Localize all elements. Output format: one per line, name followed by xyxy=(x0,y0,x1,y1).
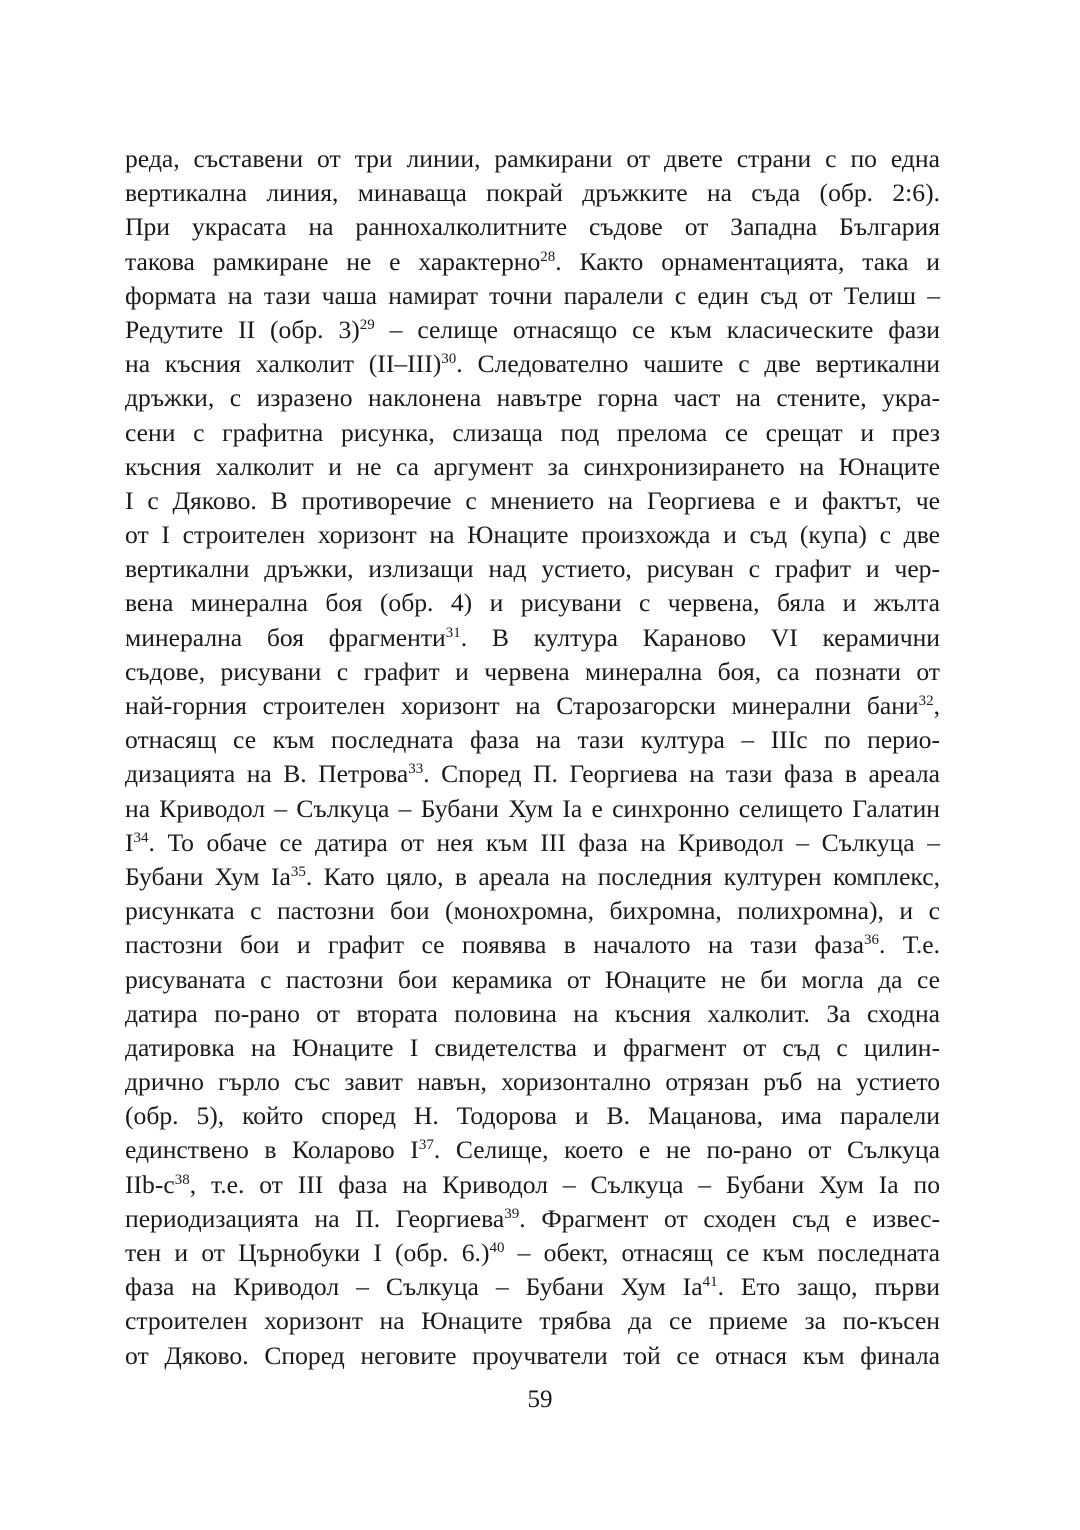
text-segment: . Селище, което е не по-рано от Сълкуца xyxy=(433,1135,940,1165)
text-segment: . В култура Караново VI керамични xyxy=(460,622,940,652)
footnote-ref: 28 xyxy=(540,248,556,265)
text-segment: . Както орнаментацията, така и xyxy=(555,246,941,276)
text-segment: от I строителен хоризонт на Юнаците произхожда и съд (купа) с две xyxy=(125,520,940,550)
footnote-ref: 29 xyxy=(359,316,375,333)
text-line xyxy=(125,1270,940,1304)
text-line xyxy=(125,963,940,997)
text-segment: рисуваната с пастозни бои керамика от Юнаците не би могла да се xyxy=(125,964,940,994)
text-line xyxy=(125,245,940,279)
footnote-ref: 39 xyxy=(504,1205,520,1222)
text-line xyxy=(125,1202,940,1236)
text-segment: . Ето защо, първи xyxy=(717,1272,940,1302)
text-segment: . Следователно чашите с две вертикални xyxy=(456,349,940,379)
text-line xyxy=(125,381,940,415)
text-segment: на Криводол – Сълкуца – Бубани Хум Ia е синхронно селището Галатин xyxy=(125,793,940,823)
footnote-ref: 33 xyxy=(408,761,424,778)
footnote-ref: 30 xyxy=(441,351,457,368)
body-text xyxy=(125,142,940,1373)
text-line xyxy=(125,826,940,860)
text-segment: Редутите II (обр. 3) xyxy=(125,314,360,344)
text-segment: единствено в Коларово I xyxy=(125,1135,419,1165)
text-line xyxy=(125,416,940,450)
text-line xyxy=(125,586,940,620)
text-segment: формата на тази чаша намират точни паралели с един съд от Телиш – xyxy=(125,280,940,310)
text-segment: датировка на Юнаците I свидетелства и фрагмент от съд с цилин- xyxy=(125,1032,940,1062)
page-number: 59 xyxy=(527,1386,553,1413)
text-line xyxy=(125,210,940,244)
footnote-ref: 36 xyxy=(863,932,879,949)
text-line xyxy=(125,142,940,176)
text-segment: . Т.е. xyxy=(878,930,940,960)
text-segment: I xyxy=(125,827,134,857)
text-segment: дизацията на В. Петрова xyxy=(125,759,409,789)
text-segment: IIb-c xyxy=(125,1169,175,1199)
text-segment: късния халколит и не са аргумент за синхронизирането на Юнаците xyxy=(125,451,940,481)
text-segment: . То обаче се датира от нея към III фаза на Криводол – Сълкуца – xyxy=(148,827,940,857)
text-line xyxy=(125,347,940,381)
footnote-ref: 34 xyxy=(133,829,149,846)
text-line xyxy=(125,1236,940,1270)
text-line xyxy=(125,689,940,723)
text-segment: . Като цяло, в ареала на последния културен комплекс, xyxy=(305,861,940,891)
text-segment: строителен хоризонт на Юнаците трябва да се приеме за по-късен xyxy=(125,1306,940,1336)
text-line xyxy=(125,723,940,757)
footnote-ref: 37 xyxy=(418,1137,434,1154)
text-line xyxy=(125,1065,940,1099)
text-segment: Бубани Хум Ia xyxy=(125,861,291,891)
text-line xyxy=(125,176,940,210)
text-line xyxy=(125,860,940,894)
text-line xyxy=(125,1168,940,1202)
text-segment: При украсата на раннохалколитните съдове от Западна България xyxy=(125,212,940,242)
text-segment: на късния халколит (II–III) xyxy=(125,349,442,379)
text-segment: (обр. 5), който според Н. Тодорова и В. Мацанова, има паралели xyxy=(125,1101,940,1131)
text-line xyxy=(125,552,940,586)
text-line xyxy=(125,1099,940,1133)
text-segment: реда, съставени от три линии, рамкирани от двете страни с по една xyxy=(125,144,940,173)
text-segment: . Фрагмент от сходен съд е извес- xyxy=(519,1203,940,1233)
text-segment: пастозни бои и графит се появява в началото на тази фаза xyxy=(125,930,864,960)
text-line xyxy=(125,997,940,1031)
text-segment: вертикална линия, минаваща покрай дръжките на съда (обр. 2:6). xyxy=(125,178,940,208)
text-line xyxy=(125,1339,940,1373)
text-segment: най-горния строителен хоризонт на Старозагорски минерални бани xyxy=(125,691,919,720)
text-segment: фаза на Криводол – Сълкуца – Бубани Хум Ia xyxy=(125,1272,703,1302)
text-line xyxy=(125,484,940,518)
footnote-ref: 35 xyxy=(290,863,306,880)
footnote-ref: 32 xyxy=(918,693,934,709)
text-segment: минерална боя фрагменти xyxy=(125,622,446,652)
text-segment: сени с графитна рисунка, слизаща под прелома се срещат и през xyxy=(125,417,940,447)
text-segment: вена минерална боя (обр. 4) и рисувани с червена, бяла и жълта xyxy=(125,588,940,618)
text-segment: . Според П. Георгиева на тази фаза в ареала xyxy=(423,759,940,789)
text-line xyxy=(125,894,940,928)
text-line xyxy=(125,313,940,347)
text-segment: отнасящ се към последната фаза на тази култура – IIIc по перио- xyxy=(125,725,940,755)
text-segment: такова рамкиране не е характерно xyxy=(125,246,541,276)
footnote-ref: 41 xyxy=(702,1274,718,1291)
footnote-ref: 40 xyxy=(489,1240,505,1256)
text-line xyxy=(125,792,940,826)
text-line xyxy=(125,655,940,689)
text-segment: рисунката с пастозни бои (монохромна, бихромна, полихромна), и с xyxy=(125,896,940,926)
text-segment: – обект, отнасящ се към последната xyxy=(504,1238,941,1267)
text-segment: от Дяково. Според неговите проучватели той се отнася към финала xyxy=(125,1340,940,1370)
text-segment: датира по-рано от втората половина на късния халколит. За сходна xyxy=(125,998,940,1028)
text-line xyxy=(125,450,940,484)
text-segment: , xyxy=(933,691,940,720)
text-segment: дрично гърло със завит навън, хоризонтално отрязан ръб на устието xyxy=(125,1067,940,1097)
text-line xyxy=(125,757,940,791)
text-line xyxy=(125,1304,940,1338)
text-segment: вертикални дръжки, излизащи над устието, рисуван с графит и чер- xyxy=(125,554,940,584)
text-line xyxy=(125,1133,940,1167)
text-line xyxy=(125,279,940,313)
text-segment: дръжки, с изразено наклонена навътре горна част на стените, укра- xyxy=(125,383,940,413)
text-segment: периодизацията на П. Георгиева xyxy=(125,1203,505,1233)
text-segment: – селище отнасящо се към класическите фази xyxy=(374,314,940,344)
text-line xyxy=(125,621,940,655)
footnote-ref: 38 xyxy=(174,1171,190,1188)
text-line xyxy=(125,928,940,962)
footnote-ref: 31 xyxy=(445,624,461,641)
text-segment: съдове, рисувани с графит и червена минерална боя, са познати от xyxy=(125,656,940,686)
text-segment: I с Дяково. В противоречие с мнението на Георгиева е и фактът, че xyxy=(125,485,940,515)
text-segment: , т.е. от III фаза на Криводол – Сълкуца – Бубани Хум Ia по xyxy=(189,1169,940,1199)
text-segment: тен и от Църнобуки I (обр. 6.) xyxy=(125,1238,490,1267)
text-line xyxy=(125,1031,940,1065)
text-line xyxy=(125,518,940,552)
